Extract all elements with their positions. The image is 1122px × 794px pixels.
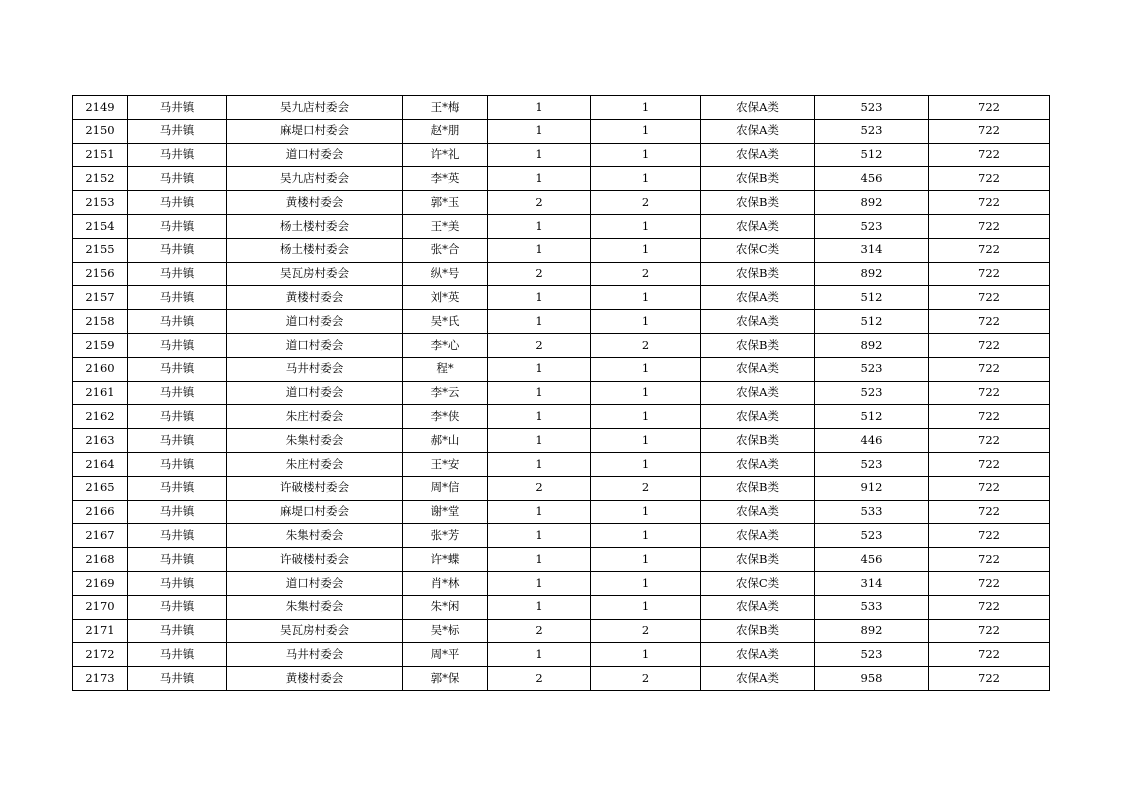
cell-category: 农保B类 [701,619,815,643]
cell-town: 马井镇 [128,381,227,405]
cell-category: 农保A类 [701,500,815,524]
table-row [73,357,1050,381]
cell-village-committee: 许破楼村委会 [227,476,403,500]
cell-count-b: 2 [591,619,701,643]
cell-village-committee: 吴九店村委会 [227,96,403,120]
cell-category: 农保A类 [701,595,815,619]
cell-standard: 722 [929,262,1050,286]
table-row [73,310,1050,334]
cell-standard: 722 [929,286,1050,310]
cell-category: 农保A类 [701,96,815,120]
cell-village-committee: 道口村委会 [227,333,403,357]
table-body [73,96,1050,691]
cell-name: 肖*林 [403,571,488,595]
cell-name: 王*美 [403,214,488,238]
cell-town: 马井镇 [128,357,227,381]
cell-amount: 314 [815,571,929,595]
cell-count-a: 1 [488,310,591,334]
cell-count-a: 1 [488,571,591,595]
cell-amount: 523 [815,357,929,381]
cell-standard: 722 [929,500,1050,524]
cell-town: 马井镇 [128,143,227,167]
cell-count-b: 1 [591,548,701,572]
cell-count-b: 1 [591,429,701,453]
cell-category: 农保B类 [701,167,815,191]
cell-category: 农保B类 [701,548,815,572]
cell-amount: 446 [815,429,929,453]
cell-name: 王*安 [403,452,488,476]
cell-village-committee: 杨土楼村委会 [227,214,403,238]
cell-standard: 722 [929,167,1050,191]
cell-index: 2171 [73,619,128,643]
cell-standard: 722 [929,667,1050,691]
cell-count-b: 1 [591,500,701,524]
cell-name: 谢*堂 [403,500,488,524]
cell-village-committee: 朱庄村委会 [227,405,403,429]
table-row [73,262,1050,286]
cell-village-committee: 许破楼村委会 [227,548,403,572]
cell-village-committee: 黄楼村委会 [227,286,403,310]
cell-count-b: 1 [591,571,701,595]
cell-count-b: 1 [591,524,701,548]
cell-village-committee: 黄楼村委会 [227,667,403,691]
cell-amount: 892 [815,262,929,286]
cell-town: 马井镇 [128,167,227,191]
cell-amount: 892 [815,191,929,215]
cell-index: 2162 [73,405,128,429]
cell-count-b: 1 [591,143,701,167]
table-row [73,405,1050,429]
cell-count-a: 1 [488,286,591,310]
cell-count-a: 2 [488,619,591,643]
cell-village-committee: 马井村委会 [227,357,403,381]
cell-category: 农保A类 [701,643,815,667]
cell-name: 李*侠 [403,405,488,429]
data-table [72,95,1050,691]
table-row [73,548,1050,572]
cell-name: 赵*朋 [403,119,488,143]
cell-standard: 722 [929,619,1050,643]
cell-count-b: 1 [591,167,701,191]
cell-standard: 722 [929,524,1050,548]
cell-name: 李*云 [403,381,488,405]
cell-standard: 722 [929,310,1050,334]
cell-index: 2157 [73,286,128,310]
cell-index: 2173 [73,667,128,691]
cell-index: 2159 [73,333,128,357]
cell-category: 农保C类 [701,238,815,262]
cell-count-a: 2 [488,476,591,500]
cell-count-b: 1 [591,96,701,120]
cell-index: 2166 [73,500,128,524]
cell-count-a: 1 [488,548,591,572]
cell-count-b: 2 [591,191,701,215]
cell-town: 马井镇 [128,476,227,500]
cell-name: 朱*闲 [403,595,488,619]
cell-count-a: 1 [488,429,591,453]
cell-standard: 722 [929,333,1050,357]
cell-standard: 722 [929,96,1050,120]
cell-category: 农保A类 [701,524,815,548]
cell-amount: 456 [815,167,929,191]
cell-town: 马井镇 [128,548,227,572]
cell-index: 2164 [73,452,128,476]
cell-index: 2151 [73,143,128,167]
table-row [73,167,1050,191]
cell-village-committee: 吴瓦房村委会 [227,262,403,286]
cell-town: 马井镇 [128,667,227,691]
cell-category: 农保C类 [701,571,815,595]
cell-count-a: 1 [488,381,591,405]
cell-count-a: 1 [488,524,591,548]
cell-amount: 523 [815,643,929,667]
table-row [73,191,1050,215]
cell-amount: 533 [815,595,929,619]
table-row [73,143,1050,167]
cell-count-b: 1 [591,119,701,143]
cell-standard: 722 [929,357,1050,381]
cell-category: 农保B类 [701,429,815,453]
cell-count-b: 1 [591,310,701,334]
cell-town: 马井镇 [128,500,227,524]
cell-standard: 722 [929,143,1050,167]
cell-name: 郭*保 [403,667,488,691]
cell-count-b: 1 [591,405,701,429]
cell-index: 2158 [73,310,128,334]
table-row [73,333,1050,357]
cell-name: 张*芳 [403,524,488,548]
cell-count-a: 1 [488,643,591,667]
cell-village-committee: 道口村委会 [227,571,403,595]
cell-town: 马井镇 [128,214,227,238]
cell-index: 2169 [73,571,128,595]
cell-village-committee: 麻堤口村委会 [227,119,403,143]
table-row [73,96,1050,120]
cell-index: 2167 [73,524,128,548]
cell-count-a: 2 [488,333,591,357]
cell-category: 农保A类 [701,452,815,476]
cell-count-b: 1 [591,238,701,262]
cell-category: 农保A类 [701,143,815,167]
cell-amount: 892 [815,333,929,357]
cell-count-a: 1 [488,500,591,524]
cell-name: 郝*山 [403,429,488,453]
cell-index: 2152 [73,167,128,191]
cell-village-committee: 朱集村委会 [227,429,403,453]
cell-town: 马井镇 [128,405,227,429]
cell-amount: 523 [815,214,929,238]
cell-amount: 892 [815,619,929,643]
cell-name: 程* [403,357,488,381]
cell-town: 马井镇 [128,619,227,643]
cell-count-a: 1 [488,405,591,429]
cell-category: 农保A类 [701,214,815,238]
cell-name: 吴*标 [403,619,488,643]
cell-count-b: 2 [591,476,701,500]
cell-village-committee: 朱集村委会 [227,524,403,548]
cell-count-a: 1 [488,214,591,238]
cell-index: 2165 [73,476,128,500]
cell-name: 周*信 [403,476,488,500]
cell-count-b: 2 [591,333,701,357]
cell-amount: 523 [815,119,929,143]
cell-amount: 512 [815,286,929,310]
cell-count-a: 2 [488,667,591,691]
cell-standard: 722 [929,452,1050,476]
cell-amount: 512 [815,405,929,429]
cell-index: 2168 [73,548,128,572]
cell-standard: 722 [929,571,1050,595]
cell-town: 马井镇 [128,333,227,357]
table-row [73,286,1050,310]
cell-count-b: 1 [591,214,701,238]
table-row [73,476,1050,500]
cell-category: 农保B类 [701,191,815,215]
cell-category: 农保B类 [701,476,815,500]
cell-village-committee: 朱庄村委会 [227,452,403,476]
cell-name: 李*英 [403,167,488,191]
cell-count-a: 1 [488,357,591,381]
table-row [73,238,1050,262]
cell-town: 马井镇 [128,286,227,310]
cell-index: 2155 [73,238,128,262]
cell-amount: 533 [815,500,929,524]
cell-amount: 958 [815,667,929,691]
cell-name: 吴*氏 [403,310,488,334]
cell-village-committee: 吴瓦房村委会 [227,619,403,643]
cell-amount: 512 [815,310,929,334]
cell-category: 农保A类 [701,405,815,429]
cell-town: 马井镇 [128,310,227,334]
cell-count-b: 1 [591,452,701,476]
cell-category: 农保B类 [701,333,815,357]
cell-amount: 523 [815,524,929,548]
cell-category: 农保A类 [701,310,815,334]
cell-count-a: 2 [488,191,591,215]
table-row [73,667,1050,691]
cell-amount: 523 [815,381,929,405]
cell-index: 2149 [73,96,128,120]
cell-name: 许*礼 [403,143,488,167]
cell-name: 李*心 [403,333,488,357]
cell-town: 马井镇 [128,524,227,548]
cell-index: 2161 [73,381,128,405]
cell-count-a: 1 [488,238,591,262]
cell-name: 纵*号 [403,262,488,286]
cell-name: 张*合 [403,238,488,262]
cell-count-a: 1 [488,167,591,191]
cell-village-committee: 吴九店村委会 [227,167,403,191]
cell-count-a: 1 [488,96,591,120]
cell-count-b: 1 [591,357,701,381]
cell-town: 马井镇 [128,452,227,476]
cell-count-a: 2 [488,262,591,286]
cell-village-committee: 道口村委会 [227,143,403,167]
table-row [73,429,1050,453]
cell-count-b: 2 [591,262,701,286]
table-row [73,214,1050,238]
cell-town: 马井镇 [128,429,227,453]
cell-standard: 722 [929,643,1050,667]
cell-village-committee: 道口村委会 [227,310,403,334]
cell-name: 许*蝶 [403,548,488,572]
cell-standard: 722 [929,548,1050,572]
cell-count-a: 1 [488,452,591,476]
table-row [73,524,1050,548]
cell-town: 马井镇 [128,262,227,286]
cell-town: 马井镇 [128,96,227,120]
cell-amount: 523 [815,96,929,120]
table-row [73,571,1050,595]
cell-count-b: 1 [591,286,701,310]
cell-town: 马井镇 [128,238,227,262]
cell-index: 2150 [73,119,128,143]
cell-category: 农保A类 [701,119,815,143]
cell-village-committee: 马井村委会 [227,643,403,667]
table-row [73,119,1050,143]
cell-standard: 722 [929,119,1050,143]
table-row [73,500,1050,524]
cell-amount: 314 [815,238,929,262]
cell-category: 农保A类 [701,381,815,405]
cell-village-committee: 道口村委会 [227,381,403,405]
cell-standard: 722 [929,405,1050,429]
cell-count-a: 1 [488,143,591,167]
cell-standard: 722 [929,214,1050,238]
cell-count-b: 1 [591,643,701,667]
cell-town: 马井镇 [128,191,227,215]
cell-category: 农保B类 [701,262,815,286]
cell-standard: 722 [929,381,1050,405]
cell-standard: 722 [929,595,1050,619]
cell-amount: 912 [815,476,929,500]
cell-town: 马井镇 [128,119,227,143]
table-row [73,452,1050,476]
cell-index: 2154 [73,214,128,238]
cell-standard: 722 [929,476,1050,500]
cell-index: 2163 [73,429,128,453]
cell-name: 周*平 [403,643,488,667]
cell-count-a: 1 [488,595,591,619]
table-row [73,643,1050,667]
cell-index: 2153 [73,191,128,215]
table-row [73,619,1050,643]
cell-name: 郭*玉 [403,191,488,215]
cell-village-committee: 麻堤口村委会 [227,500,403,524]
cell-village-committee: 朱集村委会 [227,595,403,619]
cell-name: 刘*英 [403,286,488,310]
table-row [73,381,1050,405]
cell-count-b: 1 [591,595,701,619]
cell-amount: 523 [815,452,929,476]
cell-index: 2170 [73,595,128,619]
cell-index: 2172 [73,643,128,667]
cell-town: 马井镇 [128,571,227,595]
cell-category: 农保A类 [701,357,815,381]
cell-count-a: 1 [488,119,591,143]
cell-index: 2156 [73,262,128,286]
cell-amount: 456 [815,548,929,572]
cell-name: 王*梅 [403,96,488,120]
cell-category: 农保A类 [701,286,815,310]
table-row [73,595,1050,619]
cell-index: 2160 [73,357,128,381]
cell-village-committee: 杨土楼村委会 [227,238,403,262]
cell-standard: 722 [929,429,1050,453]
cell-count-b: 2 [591,667,701,691]
cell-standard: 722 [929,238,1050,262]
cell-town: 马井镇 [128,595,227,619]
cell-village-committee: 黄楼村委会 [227,191,403,215]
cell-standard: 722 [929,191,1050,215]
cell-category: 农保A类 [701,667,815,691]
cell-amount: 512 [815,143,929,167]
cell-count-b: 1 [591,381,701,405]
cell-town: 马井镇 [128,643,227,667]
